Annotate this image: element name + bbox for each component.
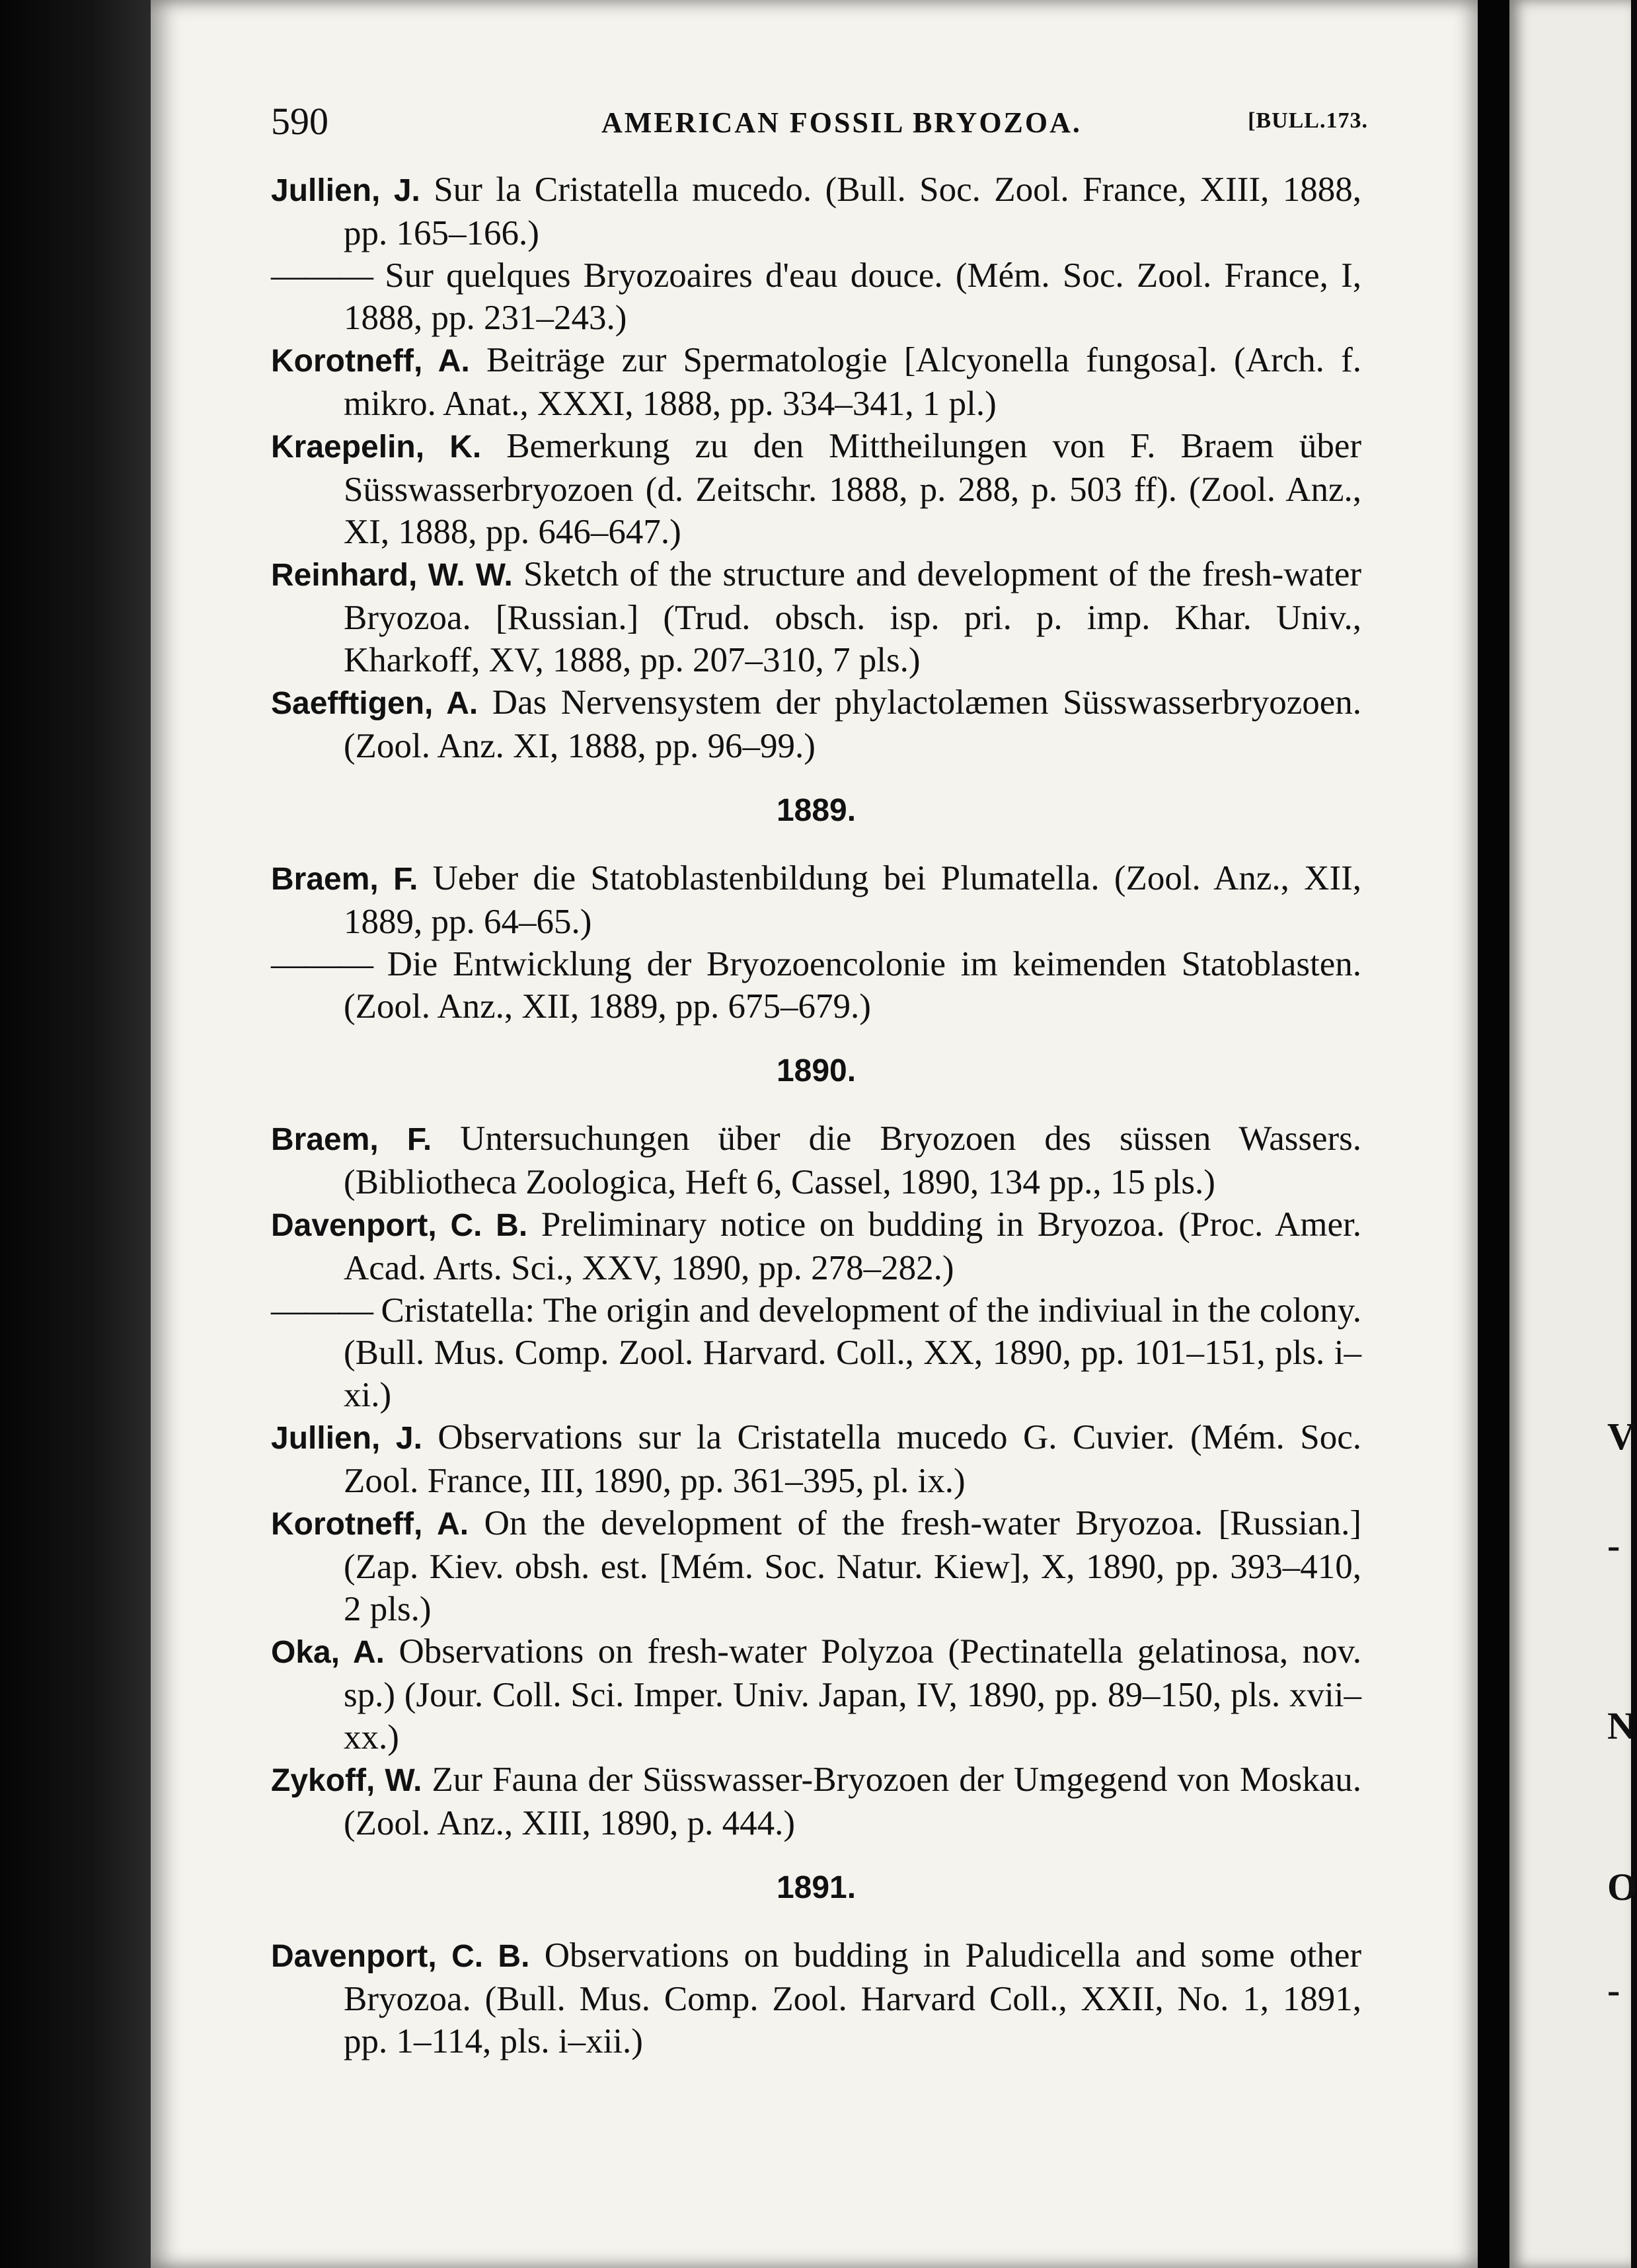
adjacent-page-fragment: -: [1607, 1969, 1620, 2012]
entry-citation: Sur la Cristatella mucedo. (Bull. Soc. Zool. France, XIII, 1888, pp. 165–166.): [344, 170, 1361, 252]
bibliography-entry: [271, 1502, 1361, 1630]
bibliography-entry: [271, 553, 1361, 681]
bibliography-entry: [271, 1758, 1361, 1844]
year-heading: 1889.: [776, 793, 857, 828]
page-number: 590: [271, 100, 328, 143]
entry-author: Reinhard, W. W.: [271, 558, 513, 593]
entry-author: Kraepelin, K.: [271, 430, 482, 465]
bibliography-entry: [271, 425, 1361, 553]
adjacent-page-fragment: -: [1607, 1524, 1620, 1567]
entry-citation: Observations sur la Cristatella mucedo G. Cuvier. (Mém. Soc. Zool. France, III, 1890, pp. 361–395, pl. ix.): [344, 1418, 1362, 1500]
year-heading: 1890.: [776, 1053, 857, 1088]
entry-author: Korotneff, A.: [271, 344, 470, 379]
entry-citation: Observations on budding in Paludicella and some other Bryozoa. (Bull. Mus. Comp. Zool. Harvard Coll., XXII, No. 1, 1891, pp. 1–114, pls. i–xii.): [344, 1936, 1362, 2060]
entry-author: Braem, F.: [271, 1122, 432, 1157]
entry-citation: Untersuchungen über die Bryozoen des süssen Wassers. (Bibliotheca Zoologica, Heft 6, Cassel, 1890, 134 pp., 15 pls.): [344, 1119, 1362, 1201]
ditto-dash: ———: [271, 1291, 372, 1330]
bibliography-entry: [271, 169, 1361, 254]
entry-author: Braem, F.: [271, 862, 418, 897]
page-gutter: [1478, 0, 1509, 2268]
running-title: AMERICAN FOSSIL BRYOZOA.: [601, 106, 1082, 139]
adjacent-page-fragment: N: [1607, 1704, 1635, 1747]
entry-citation: On the development of the fresh-water Bryozoa. [Russian.] (Zap. Kiev. obsh. est. [Mém. Soc. Natur. Kiew], X, 1890, pp. 393–410, 2 pls.): [344, 1504, 1362, 1628]
bibliography-entry: [271, 681, 1361, 767]
bibliography-entry: [271, 1117, 1361, 1203]
ditto-dash: ———: [271, 256, 372, 295]
entry-citation: Preliminary notice on budding in Bryozoa. (Proc. Amer. Acad. Arts. Sci., XXV, 1890, pp. 278–282.): [344, 1205, 1361, 1287]
entry-author: Davenport, C. B.: [271, 1939, 530, 1974]
entry-author: Korotneff, A.: [271, 1507, 469, 1542]
adjacent-page-fragment: O: [1607, 1866, 1637, 1909]
bibliography-entry: [271, 1416, 1361, 1502]
bibliography-list: [271, 169, 1361, 2062]
entry-author: Davenport, C. B.: [271, 1208, 528, 1243]
running-header: [271, 99, 1368, 152]
entry-citation: Zur Fauna der Süsswasser-Bryozoen der Umgegend von Moskau. (Zool. Anz., XIII, 1890, p. 444.): [344, 1760, 1362, 1842]
entry-citation: Ueber die Statoblastenbildung bei Plumatella. (Zool. Anz., XII, 1889, pp. 64–65.): [344, 859, 1362, 941]
bibliography-entry: [271, 1203, 1361, 1289]
bibliography-entry: [271, 857, 1361, 943]
entry-author: Jullien, J.: [271, 173, 420, 208]
bibliography-entry: [271, 943, 1361, 1028]
entry-citation: Das Nervensystem der phylactolæmen Süsswasserbryozoen. (Zool. Anz. XI, 1888, pp. 96–99.): [344, 683, 1362, 765]
year-heading: 1891.: [776, 1870, 857, 1905]
book-spine-shadow: [0, 0, 152, 2268]
ditto-dash: ———: [271, 945, 372, 983]
entry-author: Zykoff, W.: [271, 1763, 422, 1798]
entry-citation: Cristatella: The origin and development of the indiviual in the colony. (Bull. Mus. Comp. Zool. Harvard. Coll., XX, 1890, pp. 101–151, pls. i–xi.): [344, 1291, 1362, 1414]
bulletin-reference: [BULL.173.: [1248, 108, 1368, 133]
entry-citation: Die Entwicklung der Bryozoencolonie im keimenden Statoblasten. (Zool. Anz., XII, 1889, pp. 675–679.): [344, 945, 1362, 1026]
entry-citation: Beiträge zur Spermatologie [Alcyonella fungosa]. (Arch. f. mikro. Anat., XXXI, 1888, pp. 334–341, 1 pl.): [344, 341, 1361, 423]
adjacent-page-fragment: V: [1607, 1415, 1635, 1458]
bibliography-entry: [271, 1289, 1361, 1416]
entry-citation: Observations on fresh-water Polyzoa (Pectinatella gelatinosa, nov. sp.) (Jour. Coll. Sci. Imper. Univ. Japan, IV, 1890, pp. 89–150, pls. xvii–xx.): [344, 1632, 1361, 1757]
bibliography-entry: [271, 339, 1361, 425]
adjacent-page-edge: [1509, 0, 1637, 2268]
bibliography-entry: [271, 1630, 1361, 1758]
entry-citation: Sur quelques Bryozoaires d'eau douce. (Mém. Soc. Zool. France, I, 1888, pp. 231–243.): [344, 256, 1361, 337]
entry-citation: Bemerkung zu den Mittheilungen von F. Braem über Süsswasserbryozoen (d. Zeitschr. 1888, p. 288, p. 503 ff). (Zool. Anz., XI, 1888, pp. 646–647.): [344, 427, 1361, 551]
entry-author: Saefftigen, A.: [271, 686, 478, 721]
bibliography-entry: [271, 1934, 1361, 2062]
bibliography-entry: [271, 254, 1361, 339]
entry-author: Jullien, J.: [271, 1421, 422, 1456]
entry-citation: Sketch of the structure and development of the fresh-water Bryozoa. [Russian.] (Trud. obsch. isp. pri. p. imp. Khar. Univ., Kharkoff, XV, 1888, pp. 207–310, 7 pls.): [344, 555, 1362, 679]
entry-author: Oka, A.: [271, 1635, 385, 1670]
